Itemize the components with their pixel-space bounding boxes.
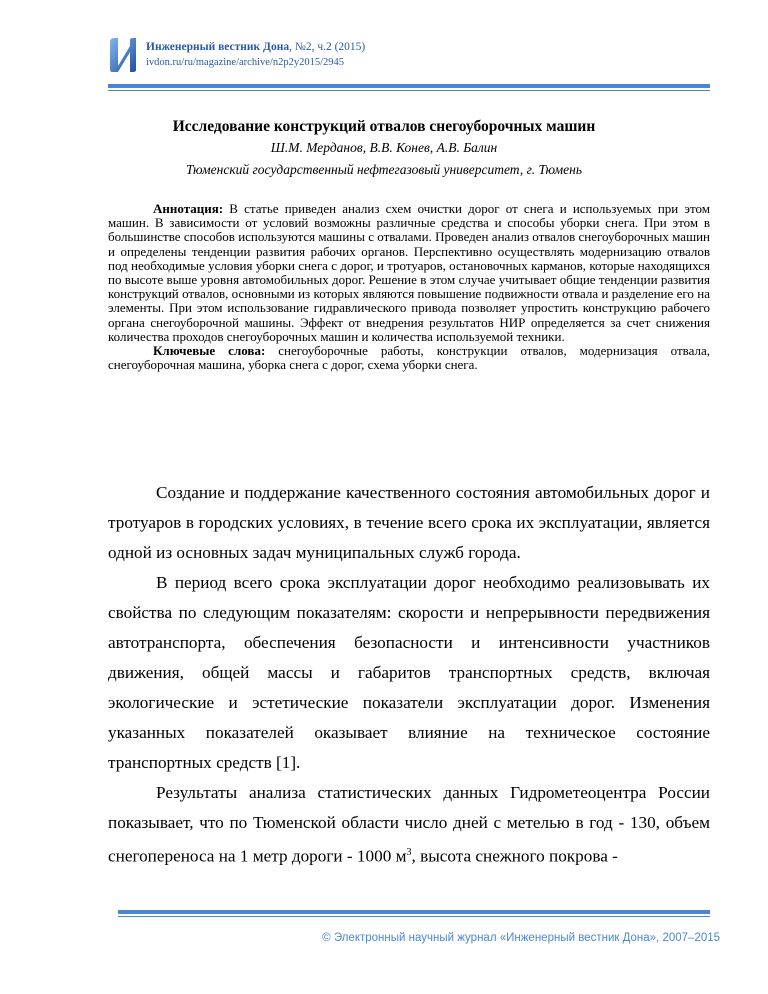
journal-url[interactable]: ivdon.ru/ru/magazine/archive/n2p2y2015/2945 <box>146 57 344 68</box>
footer-divider <box>118 910 710 914</box>
header-divider-thin <box>108 90 710 91</box>
abstract-label: Аннотация: <box>153 201 224 216</box>
keywords-label: Ключевые слова: <box>153 343 266 359</box>
journal-logo-icon <box>108 36 138 74</box>
journal-name: Инженерный вестник Дона <box>146 41 290 53</box>
keywords-paragraph <box>108 344 710 372</box>
article-authors: Ш.М. Мерданов, В.В. Конев, А.В. Балин <box>270 140 498 155</box>
superscript-3: 3 <box>406 847 412 858</box>
body-paragraph-3 <box>108 778 710 872</box>
abstract-paragraph <box>108 202 710 344</box>
body-paragraph-3-end: , высота снежного покрова - <box>411 846 618 866</box>
keywords-text: снегоуборочные работы, конструкции отвалов, модернизация отвала, снегоуборочная машина, уборка снега с дорог, схема уборки снега. <box>108 343 710 373</box>
abstract-block <box>108 202 710 372</box>
footer-divider-thin <box>118 916 710 917</box>
article-affiliation: Тюменский государственный нефтегазовый университет, г. Тюмень <box>186 162 582 177</box>
article-body <box>108 478 710 872</box>
journal-info <box>146 40 365 70</box>
journal-header <box>108 36 718 76</box>
body-paragraph-1: Создание и поддержание качественного состояния автомобильных дорог и тротуаров в городских условиях, в течение всего срока их эксплуатации, является одной из основных задач муниципальных служб города. <box>108 483 710 562</box>
journal-issue: , №2, ч.2 (2015) <box>289 41 366 53</box>
body-paragraph-3-start: Результаты анализа статистических данных Гидрометеоцентра России показывает, что по Тюменской области число дней с метелью в год - 130, объем снегопереноса на 1 метр дороги - 1000 м <box>108 783 710 866</box>
abstract-text: В статье приведен анализ схем очистки дорог от снега и используемых при этом машин. В зависимости от условий возможны различные средства и способы уборки снега. При этом в большинстве способов используются машины с отвалами. Проведен анализ отвалов снегоуборочных машин и определены тенденции развития рабочих органов. Перспективно осуществлять модернизацию отвалов под необходимые условия уборки снега с дорог, и тротуаров, остановочных карманов, которые находящихся по высоте выше уровня автомобильных дорог. Решение в этом случае учитывает общие тенденции развития конструкций отвалов, основными из которых являются повышение подвижности отвала и разделение его на элементы. При этом использование гидравлического привода позволяет упростить конструкцию рабочего органа снегоуборочной машины. Эффект от внедрения результатов НИР определяется за счет снижения количества проходов снегоуборочных машин и количества используемой техники. <box>108 201 710 344</box>
article-title: Исследование конструкций отвалов снегоуборочных машин <box>172 118 596 135</box>
body-paragraph-2: В период всего срока эксплуатации дорог необходимо реализовывать их свойства по следующим показателям: скорости и непрерывности передвижения автотранспорта, обеспечения безопасности и интенсивности участников движения, общей массы и габаритов транспортных средств, включая экологические и эстетические показатели эксплуатации дорог. Изменения указанных показателей оказывает влияние на техническое состояние транспортных средств [1]. <box>108 573 710 772</box>
footer-copyright: © Электронный научный журнал «Инженерный вестник Дона», 2007–2015 <box>322 932 720 944</box>
header-divider <box>108 84 710 88</box>
